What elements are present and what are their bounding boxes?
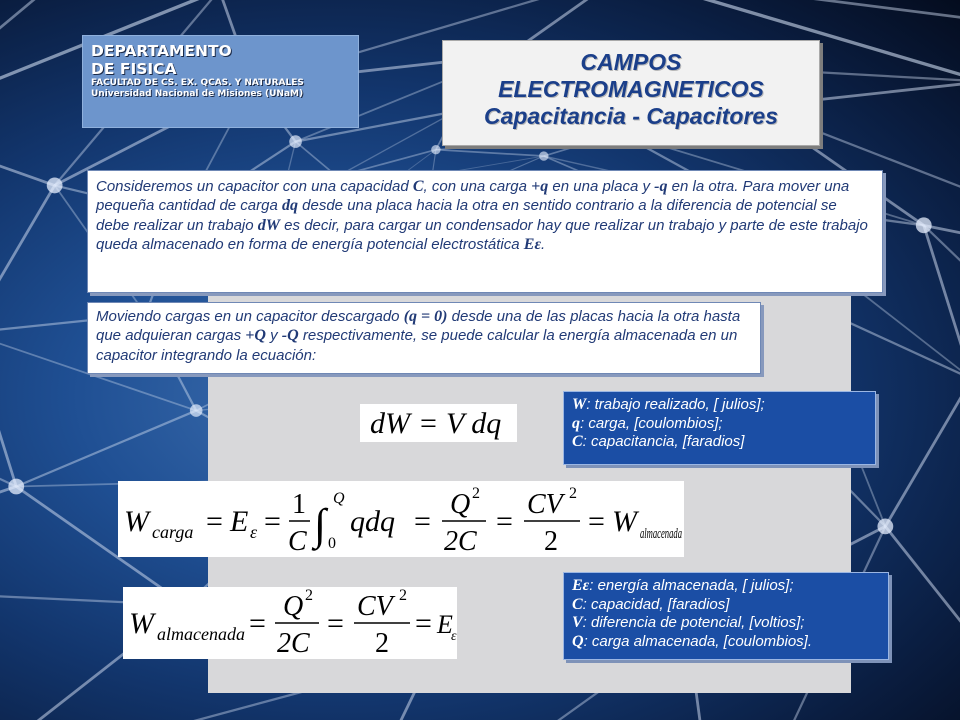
net-node <box>190 404 203 417</box>
legend-symbol: C <box>572 595 583 613</box>
eq3-equals: = <box>249 607 266 640</box>
net-node <box>8 479 24 495</box>
equation-stored-energy <box>123 587 457 659</box>
net-line <box>0 125 55 186</box>
net-line <box>0 185 55 332</box>
legend-text: : capacidad, [faradios] <box>582 595 730 613</box>
eq2-equals: = <box>206 505 223 538</box>
eq2-sub-eps: ε <box>250 522 258 542</box>
eq2-equals: = <box>264 505 281 538</box>
eq2-one: 1 <box>292 489 306 520</box>
legend-text: : carga almacenada, [coulombios]. <box>583 632 813 650</box>
net-line <box>436 150 544 156</box>
university-name: Universidad Nacional de Misiones (UNaM) <box>91 89 304 99</box>
net-node <box>539 151 548 160</box>
eq3-equals: = <box>327 607 344 640</box>
eq2-equals: = <box>496 505 513 538</box>
p2-text: Moviendo cargas en un capacitor descargado <box>96 308 404 325</box>
net-line <box>885 526 960 720</box>
eq2-c: C <box>288 526 307 557</box>
legend-symbol: W <box>572 396 587 413</box>
legend-item <box>572 415 875 434</box>
p2-text: desde una de las placas hacia la otra hasta que adquieran cargas <box>96 308 741 345</box>
net-node <box>289 135 302 148</box>
eq2-sub-carga: carga <box>152 522 194 542</box>
eq2-equals: = <box>588 505 605 538</box>
eq3-q: Q <box>283 591 304 622</box>
legend-text: : capacitancia, [faradios] <box>582 433 745 450</box>
legend-item <box>572 396 875 415</box>
eq2-equals: = <box>414 505 431 538</box>
legend-item <box>572 577 888 596</box>
net-node <box>916 217 932 233</box>
net-line <box>885 379 960 526</box>
eq3-w: W <box>129 607 154 640</box>
department-line-2: DE FISICA <box>91 60 177 78</box>
legend-work-variables <box>563 391 876 465</box>
eq2-two: 2 <box>544 526 558 557</box>
p1-symbol: dq <box>281 197 298 215</box>
p1-text: desde una placa hacia la otra en sentido contrario a la diferencia de potencial se debe realizar un trabajo <box>96 197 837 234</box>
eq2-integrand: qdq <box>350 505 395 538</box>
eq2-int-upper: Q <box>333 490 345 507</box>
eq3-two: 2 <box>375 628 389 659</box>
net-node <box>431 145 440 154</box>
legend-symbol: Eε <box>572 577 590 594</box>
department-line-1: DEPARTAMENTO <box>91 42 232 60</box>
eq2-2c: 2C <box>444 526 477 557</box>
legend-text: : trabajo realizado, [ julios]; <box>586 396 765 413</box>
net-line <box>16 411 196 487</box>
eq3-e: E <box>437 610 453 639</box>
net-node <box>877 519 893 535</box>
net-line <box>0 486 16 583</box>
legend-item <box>572 433 875 452</box>
legend-energy-variables <box>563 572 889 660</box>
legend-text: : carga, [coulombios]; <box>580 414 723 432</box>
legend-symbol: C <box>572 433 583 450</box>
slide-title <box>442 40 820 146</box>
legend-item <box>572 596 888 615</box>
p1-text: . <box>541 236 546 254</box>
department-header <box>82 35 359 128</box>
legend-item <box>572 633 888 652</box>
p2-text: y <box>265 327 282 345</box>
eq2-w: W <box>124 505 149 538</box>
p2-symbol: (q = 0) <box>403 308 448 325</box>
legend-text: : energía almacenada, [ julios]; <box>589 577 794 594</box>
eq3-2c: 2C <box>277 628 310 659</box>
p2-symbol: -Q <box>281 327 299 345</box>
p2-text: respectivamente, se puede calcular la energía almacenada en un capacitor integrando la ecuación: <box>96 327 738 364</box>
p1-symbol: +q <box>531 178 549 195</box>
intro-paragraph <box>87 170 883 293</box>
p1-text: es decir, para cargar un condensador hay que realizar un trabajo y parte de este trabajo queda almacenado en forma de energía potencial electrostática <box>96 216 868 254</box>
eq2-q-sq: 2 <box>472 485 480 502</box>
eq2-w: W <box>612 505 637 538</box>
eq3-equals: = <box>415 607 432 640</box>
net-line <box>0 333 16 487</box>
p1-symbol: C <box>412 178 424 195</box>
eq2-int-lower: 0 <box>328 535 336 552</box>
eq1-lhs: dW <box>370 407 410 440</box>
p2-symbol: +Q <box>245 327 266 345</box>
eq3-sub-almacenada: almacenada <box>157 624 245 644</box>
eq2-cv-sq: 2 <box>569 485 577 502</box>
p1-text: en la otra. Para mover una pequeña cantidad de carga <box>96 178 850 215</box>
eq3-cv-sq: 2 <box>399 587 407 604</box>
p1-symbol: dW <box>257 216 281 234</box>
equation-work-differential <box>360 404 517 442</box>
p1-text: , con una carga <box>423 178 532 195</box>
net-node <box>47 178 63 194</box>
net-line <box>924 225 960 524</box>
title-line-2: ELECTROMAGNETICOS <box>498 76 764 102</box>
eq3-sub-eps: ε <box>451 629 457 644</box>
eq2-integral-sign: ∫ <box>314 500 327 549</box>
integration-paragraph <box>87 302 761 374</box>
legend-symbol: q <box>572 414 580 432</box>
eq2-sub-almacenada: almacenada <box>640 526 682 542</box>
legend-text: : diferencia de potencial, [voltios]; <box>582 614 805 631</box>
eq2-cv: CV <box>527 489 563 520</box>
title-line-1: CAMPOS <box>580 49 682 75</box>
legend-symbol: Q <box>572 632 584 650</box>
eq1-rhs: V dq <box>446 407 502 440</box>
p1-text: Consideremos un capacitor con una capacidad <box>96 178 413 195</box>
p1-symbol: -q <box>654 178 668 195</box>
faculty-name: FACULTAD DE CS. EX. QCAS. Y NATURALES <box>91 78 304 88</box>
eq3-cv: CV <box>357 591 393 622</box>
equation-energy-integral <box>118 481 684 557</box>
eq2-e: E <box>230 505 249 538</box>
eq2-q: Q <box>450 489 471 520</box>
legend-symbol: V <box>572 614 583 631</box>
eq3-q-sq: 2 <box>305 587 313 604</box>
p1-symbol: Eε <box>523 236 542 254</box>
eq1-equals: = <box>420 407 437 440</box>
legend-item <box>572 614 888 633</box>
p1-text: en una placa y <box>548 178 655 195</box>
title-subtitle: Capacitancia - Capacitores <box>483 103 778 129</box>
